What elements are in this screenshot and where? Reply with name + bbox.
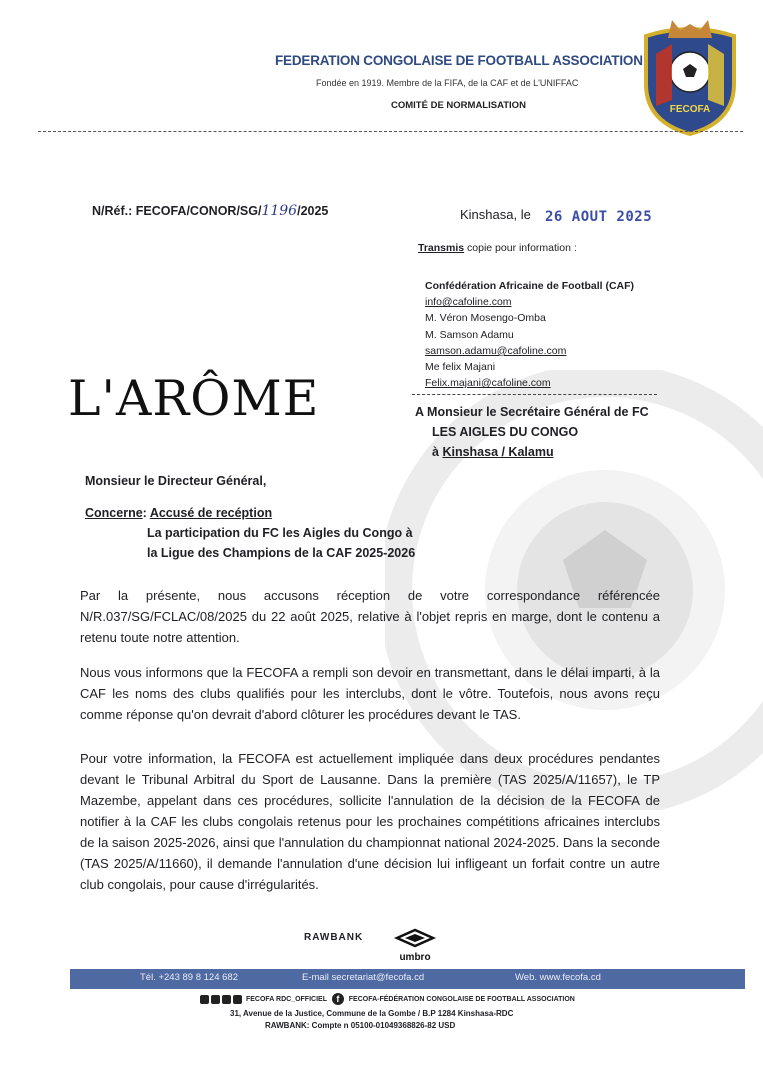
- svg-text:umbro: umbro: [399, 952, 431, 963]
- body-paragraph: Nous vous informons que la FECOFA a rempli son devoir en transmettant, dans le délai imparti, à la CAF les noms des clubs qualifiés pour les interclubs, dont le vôtre. Toutefois, nous avons reçu comme réponse qu'on devrait d'abord clôturer les procédures devant le TAS.: [80, 665, 660, 722]
- cc-recipients-list: [425, 278, 634, 391]
- handwritten-number: 1196: [261, 203, 298, 219]
- youtube-icon[interactable]: [211, 995, 220, 1004]
- cc-line: M. Véron Mosengo-Omba: [425, 312, 546, 325]
- twitter-icon[interactable]: [222, 995, 231, 1004]
- reference-number: N/Réf.: FECOFA/CONOR/SG/1196/2025: [92, 203, 329, 219]
- cc-line: Me felix Majani: [425, 361, 496, 374]
- organization-name: FEDERATION CONGOLAISE DE FOOTBALL ASSOCIATION: [275, 53, 643, 68]
- date-place: Kinshasa, le: [460, 207, 531, 222]
- committee-name: COMITÉ DE NORMALISATION: [391, 100, 526, 111]
- footer-email[interactable]: E-mail secretariat@fecofa.cd: [302, 972, 425, 983]
- umbro-logo: [393, 928, 437, 964]
- subject-label: Concerne: [85, 506, 143, 520]
- footer-bank-account: RAWBANK: Compte n 05100-01049368826-82 USD: [265, 1021, 456, 1030]
- fecofa-crest-logo: [642, 14, 738, 136]
- date-stamp: 26 AOUT 2025: [545, 209, 653, 225]
- copy-notice: Transmis copie pour information :: [418, 242, 577, 254]
- footer-address: 31, Avenue de la Justice, Commune de la Gombe / B.P 1284 Kinshasa-RDC: [230, 1009, 514, 1018]
- addressee-club: LES AIGLES DU CONGO: [432, 425, 579, 439]
- body-paragraph: Par la présente, nous accusons réception de votre correspondance référencée N/R.037/SG/FCLAC/08/2025 du 22 août 2025, relative à l'objet repris en marge, dont le contenu a retenu toute notre attention.: [80, 588, 660, 645]
- cc-email-link[interactable]: samson.adamu@cafoline.com: [425, 344, 567, 357]
- cc-email-link[interactable]: Felix.majani@cafoline.com: [425, 377, 551, 390]
- organization-subtitle: Fondée en 1919. Membre de la FIFA, de la CAF et de L'UNIFFAC: [316, 78, 579, 88]
- overlay-brand-text: L'ARÔME: [68, 370, 320, 427]
- subject-line: La participation du FC les Aigles du Congo à: [147, 526, 413, 540]
- cc-email-link[interactable]: info@cafoline.com: [425, 296, 512, 309]
- cc-line: Confédération Africaine de Football (CAF): [425, 280, 635, 292]
- subject-title: Accusé de recéption: [149, 506, 273, 520]
- addressee-line: A Monsieur le Secrétaire Général de FC: [415, 405, 649, 419]
- instagram-icon[interactable]: [200, 995, 209, 1004]
- header-divider: [38, 131, 743, 132]
- addressee-location: à Kinshasa / Kalamu: [432, 445, 554, 459]
- subject-line: la Ligue des Champions de la CAF 2025-2026: [147, 546, 416, 560]
- salutation: Monsieur le Directeur Général,: [85, 474, 267, 488]
- footer-website[interactable]: Web. www.fecofa.cd: [515, 972, 601, 983]
- addressee-block: [415, 402, 649, 462]
- cc-line: M. Samson Adamu: [425, 328, 514, 341]
- subject-block: Concerne: Accusé de recéption La participation du FC les Aigles du Congo à la Ligue des Champions de la CAF 2025-2026: [85, 503, 415, 563]
- rawbank-logo: RAWBANK: [304, 932, 364, 943]
- crest-text: FECOFA: [669, 104, 711, 115]
- address-divider: [412, 394, 657, 395]
- facebook-page: FECOFA-FÉDÉRATION CONGOLAISE DE FOOTBALL ASSOCIATION: [348, 995, 575, 1003]
- social-handle: FECOFA RDC_OFFICIEL: [245, 995, 327, 1003]
- tiktok-icon[interactable]: [233, 995, 242, 1004]
- footer-social-row: [200, 993, 575, 1005]
- body-paragraph: Pour votre information, la FECOFA est actuellement impliquée dans deux procédures pendantes devant le Tribunal Arbitral du Sport de Lausanne. Dans la première (TAS 2025/A/11657), le TP Mazembe, appelant dans ces procédures, sollicite l'annulation de la décision de la FECOFA de notifier à la CAF les clubs congolais retenus pour les prochaines compétitions africaines interclubs de la saison 2025-2026, ainsi que l'annulation du championnat national 2024-2025. Dans la seconde (TAS 2025/A/11660), il demande l'annulation d'une décision lui infligeant un forfait contre un autre club congolais, pour cause d'irrégularités.: [80, 751, 660, 892]
- facebook-icon[interactable]: f: [332, 993, 344, 1005]
- footer-phone: Tél. +243 89 8 124 682: [140, 972, 238, 983]
